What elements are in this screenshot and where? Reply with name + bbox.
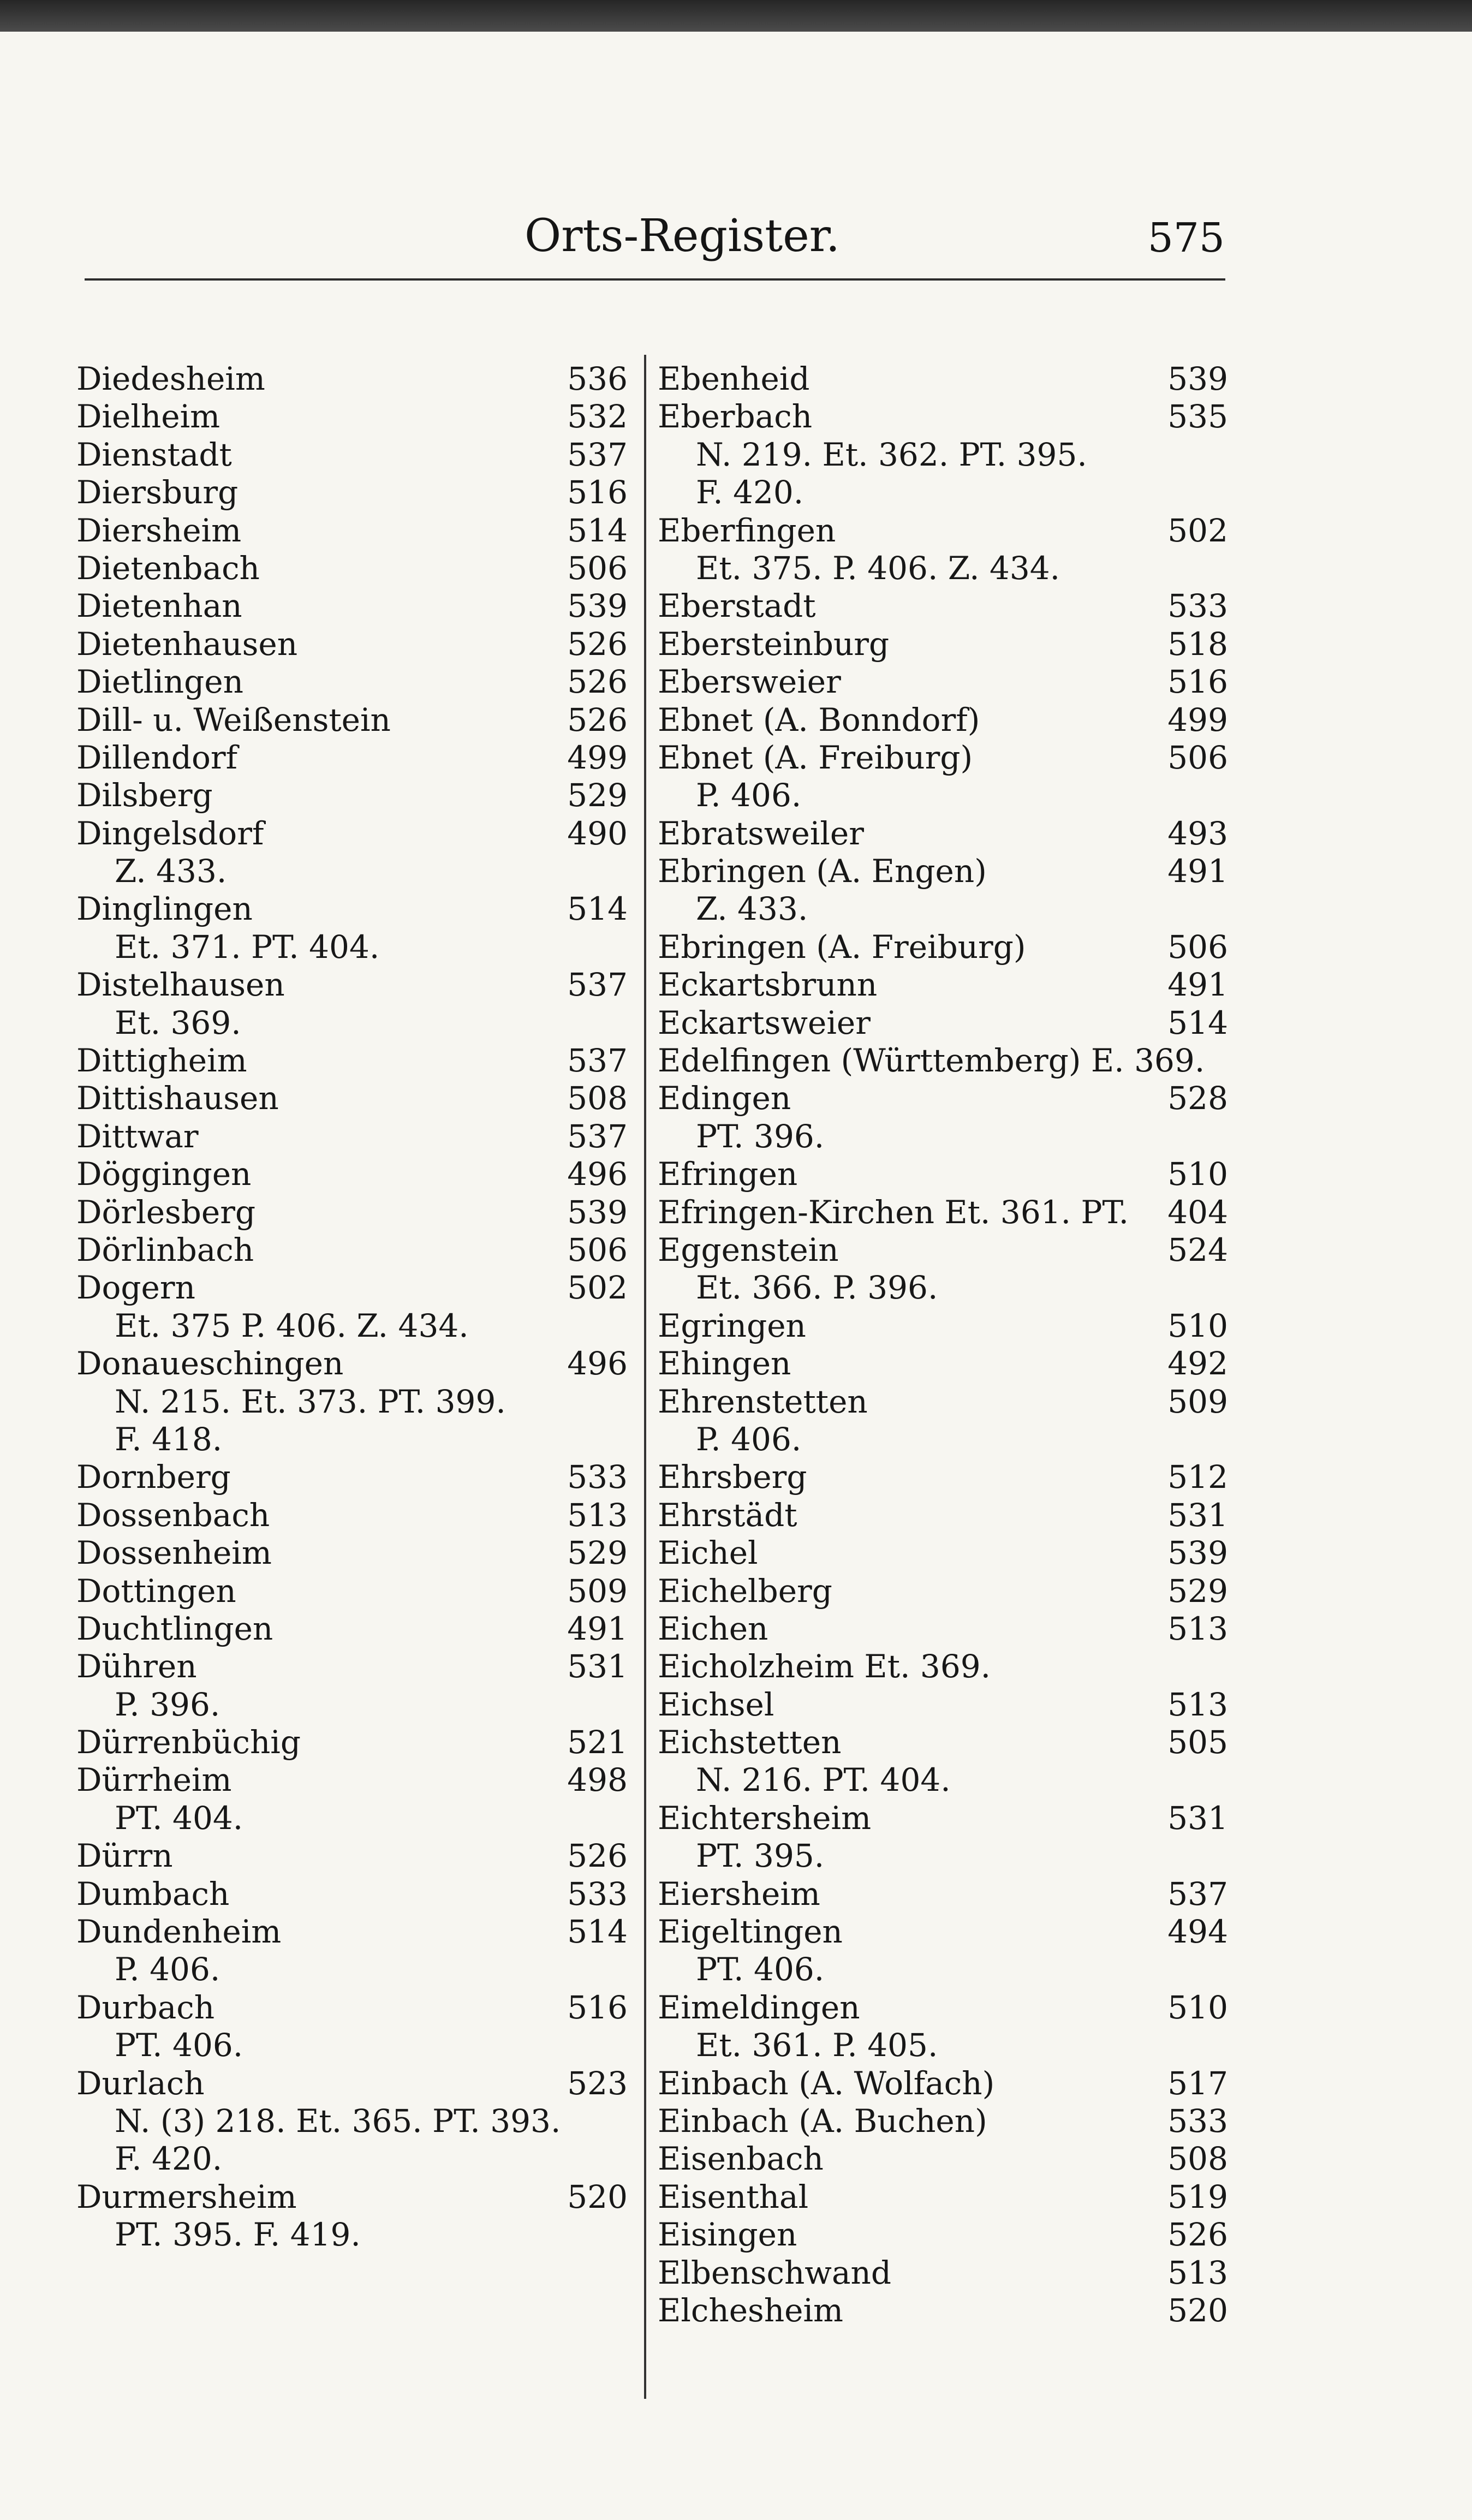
entry-page-number: 510 [1167,1155,1228,1193]
entry-place-name: Eichstetten [658,1724,842,1761]
entry-page-number: 513 [1167,1685,1228,1723]
entry-page-number: 491 [567,1610,628,1647]
entry-page-number: 524 [1167,1231,1228,1268]
entry-page-number: 521 [567,1724,628,1761]
entry-page-number: 526 [567,1837,628,1875]
index-entry [658,1497,1228,1534]
page-number: 575 [1147,215,1225,261]
index-subentry [658,436,1228,474]
entry-place-name: Ebratsweiler [658,814,864,852]
entry-page-number: 514 [567,890,628,928]
left-index-column [76,360,628,2254]
entry-page-number: 509 [1167,1383,1228,1420]
index-entry [658,1042,1228,1080]
entry-page-number: 520 [567,2178,628,2215]
entry-place-name: Elbenschwand [658,2254,892,2291]
entry-page-number: 502 [1167,511,1228,549]
entry-page-number: 498 [567,1761,628,1799]
entry-page-number: 533 [567,1875,628,1913]
entry-page-number: 519 [1167,2178,1228,2215]
index-entry [658,1800,1228,1837]
entry-place-name: Eiersheim [658,1875,820,1913]
entry-page-number: 526 [1167,2216,1228,2254]
entry-page-number: 533 [1167,2102,1228,2140]
entry-place-name: Eichen [658,1610,768,1647]
entry-page-number: 491 [1167,853,1228,890]
index-entry [658,1648,1228,1685]
entry-page-number: 516 [567,474,628,511]
entry-place-name: Et. 366. P. 396. [696,1269,938,1307]
index-entry [658,966,1228,1004]
index-entry [76,1572,628,1610]
entry-place-name: Ebnet (A. Freiburg) [658,738,973,776]
entry-place-name: Dogern [76,1269,195,1307]
entry-place-name: N. 219. Et. 362. PT. 395. [696,436,1087,473]
entry-place-name: Ebringen (A. Freiburg) [658,928,1026,966]
index-entry [658,625,1228,663]
entry-page-number: 537 [567,966,628,1004]
index-subentry [76,1421,628,1458]
index-entry [658,739,1228,777]
entry-page-number: 513 [1167,2254,1228,2291]
entry-place-name: Diersburg [76,474,239,511]
entry-place-name: Eichel [658,1534,758,1572]
entry-page-number: 505 [1167,1724,1228,1761]
entry-place-name: Et. 371. PT. 404. [115,928,380,966]
entry-place-name: Distelhausen [76,966,285,1004]
entry-place-name: Dittishausen [76,1080,279,1117]
entry-place-name: Dumbach [76,1875,230,1913]
index-subentry [76,2102,628,2140]
index-entry [658,928,1228,966]
index-entry [658,1004,1228,1042]
index-entry [76,1497,628,1534]
entry-page-number: 531 [1167,1496,1228,1534]
entry-page-number: 531 [1167,1799,1228,1837]
index-entry [658,1572,1228,1610]
entry-place-name: Eggenstein [658,1231,839,1268]
entry-place-name: Eberstadt [658,587,816,625]
entry-place-name: Donaueschingen [76,1345,344,1383]
index-subentry [76,1383,628,1421]
entry-place-name: PT. 395. F. 419. [115,2216,361,2254]
index-entry [658,360,1228,398]
index-entry [76,1231,628,1269]
entry-page-number: 508 [567,1080,628,1117]
index-entry [76,1534,628,1572]
entry-place-name: Durmersheim [76,2178,297,2215]
index-entry [658,2102,1228,2140]
entry-page-number: 528 [1167,1080,1228,1117]
index-entry [76,777,628,814]
entry-page-number: 532 [567,398,628,436]
entry-page-number: 516 [1167,663,1228,701]
entry-place-name: F. 420. [696,474,804,511]
entry-place-name: Ebersweier [658,663,841,701]
entry-page-number: 539 [567,587,628,625]
index-subentry [658,1951,1228,1988]
entry-page-number: 539 [1167,360,1228,397]
entry-place-name: Eisingen [658,2216,797,2254]
column-divider [644,355,646,2399]
index-subentry [658,1837,1228,1875]
entry-place-name: PT. 406. [115,2027,243,2064]
entry-place-name: Dietlingen [76,663,243,701]
index-subentry [76,2216,628,2254]
index-entry [76,1875,628,1913]
entry-place-name: Ebenheid [658,360,810,397]
entry-place-name: Dill- u. Weißenstein [76,701,391,738]
entry-place-name: N. 215. Et. 373. PT. 399. [115,1383,506,1420]
entry-place-name: Ehrstädt [658,1496,797,1534]
entry-place-name: P. 406. [696,777,802,814]
index-entry [658,1458,1228,1496]
index-entry [658,2178,1228,2216]
entry-place-name: Ehrsberg [658,1458,807,1496]
index-entry [76,474,628,511]
entry-place-name: F. 418. [115,1420,223,1458]
entry-page-number: 537 [567,1117,628,1155]
entry-place-name: Dossenheim [76,1534,272,1572]
entry-place-name: Ebringen (A. Engen) [658,853,987,890]
entry-place-name: Eisenthal [658,2178,809,2215]
entry-place-name: Dittigheim [76,1042,247,1080]
entry-place-name: F. 420. [115,2140,223,2178]
entry-place-name: Durlach [76,2064,205,2102]
index-entry [658,1534,1228,1572]
index-entry [76,966,628,1004]
entry-place-name: Eichsel [658,1685,774,1723]
index-subentry [658,1761,1228,1799]
entry-place-name: Diedesheim [76,360,265,397]
entry-place-name: Eberbach [658,398,813,436]
entry-page-number: 496 [567,1345,628,1383]
entry-page-number: 526 [567,663,628,701]
index-entry [658,2292,1228,2330]
entry-page-number: 508 [1167,2140,1228,2178]
entry-page-number: 533 [1167,587,1228,625]
index-subentry [658,474,1228,511]
index-entry [76,1042,628,1080]
entry-page-number: 490 [567,814,628,852]
entry-place-name: Dürrheim [76,1761,232,1799]
index-entry [76,1269,628,1307]
entry-place-name: Dietenhausen [76,625,298,663]
entry-place-name: Elchesheim [658,2291,844,2329]
entry-page-number: 496 [567,1155,628,1193]
entry-place-name: Dürrn [76,1837,173,1875]
index-subentry [658,2027,1228,2064]
entry-place-name: Ehrenstetten [658,1383,868,1420]
index-entry [76,1080,628,1117]
entry-place-name: P. 396. [115,1685,220,1723]
header-rule [85,278,1225,281]
index-entry [76,815,628,853]
index-entry [76,360,628,398]
entry-place-name: Dottingen [76,1572,236,1610]
entry-page-number: 523 [567,2064,628,2102]
entry-place-name: Ehingen [658,1345,791,1383]
index-entry [658,398,1228,436]
index-entry [76,890,628,928]
entry-place-name: Duchtlingen [76,1610,273,1647]
entry-page-number: 537 [567,1042,628,1080]
entry-page-number: 404 [1167,1193,1228,1231]
entry-place-name: Einbach (A. Wolfach) [658,2064,995,2102]
entry-place-name: Et. 369. [115,1004,241,1041]
entry-place-name: Edingen [658,1080,791,1117]
entry-page-number: 518 [1167,625,1228,663]
index-entry [658,1383,1228,1421]
entry-page-number: 516 [567,1988,628,2026]
index-subentry [76,1004,628,1042]
entry-page-number: 510 [1167,1988,1228,2026]
entry-page-number: 517 [1167,2064,1228,2102]
index-entry [76,1761,628,1799]
index-entry [658,1155,1228,1193]
index-entry [76,1345,628,1383]
entry-page-number: 494 [1167,1913,1228,1951]
entry-place-name: Eckartsbrunn [658,966,878,1004]
right-index-column [658,360,1228,2330]
index-entry [658,2254,1228,2292]
entry-page-number: 529 [567,1534,628,1572]
index-subentry [658,1269,1228,1307]
entry-place-name: Ebnet (A. Bonndorf) [658,701,980,738]
entry-page-number: 502 [567,1269,628,1307]
index-entry [76,1610,628,1648]
entry-place-name: Et. 375 P. 406. Z. 434. [115,1307,469,1344]
entry-place-name: Dossenbach [76,1496,270,1534]
entry-place-name: Dietenhan [76,587,242,625]
entry-place-name: N. (3) 218. Et. 365. PT. 393. [115,2102,561,2140]
index-subentry [76,1307,628,1345]
index-entry [658,1194,1228,1231]
entry-page-number: 493 [1167,814,1228,852]
entry-place-name: P. 406. [696,1420,802,1458]
index-entry [76,1989,628,2027]
entry-page-number: 536 [567,360,628,397]
index-subentry [658,777,1228,814]
entry-place-name: Dienstadt [76,436,232,473]
entry-page-number: 537 [1167,1875,1228,1913]
entry-page-number: 529 [1167,1572,1228,1610]
index-entry [658,853,1228,890]
index-entry [658,512,1228,550]
index-entry [76,1837,628,1875]
index-entry [76,1155,628,1193]
index-entry [658,1307,1228,1345]
index-entry [76,739,628,777]
entry-place-name: Dietenbach [76,549,260,587]
index-subentry [76,2027,628,2064]
index-subentry [76,853,628,890]
entry-place-name: PT. 404. [115,1799,243,1837]
index-entry [658,2065,1228,2102]
entry-page-number: 514 [567,1913,628,1951]
entry-place-name: PT. 406. [696,1951,825,1988]
entry-place-name: Dittwar [76,1117,199,1155]
index-entry [76,1724,628,1761]
index-subentry [76,1800,628,1837]
index-entry [658,1913,1228,1951]
entry-page-number: 539 [567,1193,628,1231]
entry-place-name: Egringen [658,1307,806,1344]
index-entry [76,436,628,474]
entry-page-number: 514 [1167,1004,1228,1041]
entry-place-name: Et. 361. P. 405. [696,2027,938,2064]
index-entry [658,587,1228,625]
entry-place-name: Dürrenbüchig [76,1724,301,1761]
entry-place-name: Dörlinbach [76,1231,254,1268]
entry-page-number: 520 [1167,2291,1228,2329]
index-entry [658,1610,1228,1648]
entry-page-number: 537 [567,436,628,473]
index-entry [76,550,628,587]
entry-place-name: Durbach [76,1988,215,2026]
entry-page-number: 510 [1167,1307,1228,1344]
index-entry [76,587,628,625]
entry-place-name: Dundenheim [76,1913,282,1951]
entry-page-number: 499 [1167,701,1228,738]
index-entry [658,1875,1228,1913]
index-entry [658,1080,1228,1117]
entry-page-number: 529 [567,777,628,814]
index-entry [76,1194,628,1231]
entry-place-name: Dühren [76,1648,197,1685]
entry-place-name: Z. 433. [115,853,227,890]
index-subentry [658,890,1228,928]
index-entry [76,1118,628,1155]
entry-place-name: Dornberg [76,1458,231,1496]
entry-place-name: Efringen [658,1155,798,1193]
entry-place-name: Eichelberg [658,1572,832,1610]
entry-page-number: 506 [567,1231,628,1268]
entry-place-name: Efringen-Kirchen Et. 361. PT. [658,1193,1129,1231]
entry-page-number: 506 [1167,738,1228,776]
entry-place-name: PT. 396. [696,1117,825,1155]
entry-page-number: 512 [1167,1458,1228,1496]
index-entry [76,398,628,436]
index-entry [76,1913,628,1951]
entry-page-number: 506 [1167,928,1228,966]
index-subentry [76,2140,628,2178]
entry-place-name: Eimeldingen [658,1988,860,2026]
entry-page-number: 535 [1167,398,1228,436]
index-entry [658,1231,1228,1269]
entry-place-name: Eckartsweier [658,1004,871,1041]
index-subentry [658,1421,1228,1458]
entry-page-number: 514 [567,511,628,549]
index-entry [658,1345,1228,1383]
entry-place-name: Dörlesberg [76,1193,256,1231]
index-entry [658,701,1228,739]
entry-place-name: Eichtersheim [658,1799,872,1837]
entry-page-number: 513 [567,1496,628,1534]
entry-place-name: Dillendorf [76,738,238,776]
entry-place-name: Eisenbach [658,2140,824,2178]
entry-place-name: Ebersteinburg [658,625,890,663]
index-entry [658,2216,1228,2254]
index-entry [76,1648,628,1685]
entry-page-number: 526 [567,701,628,738]
index-subentry [658,1118,1228,1155]
scan-top-edge [0,0,1472,32]
entry-place-name: Eigeltingen [658,1913,843,1951]
entry-place-name: Dielheim [76,398,220,436]
index-subentry [76,928,628,966]
entry-page-number: 499 [567,738,628,776]
entry-page-number: 539 [1167,1534,1228,1572]
entry-place-name: Edelfingen (Württemberg) E. 369. [658,1042,1205,1080]
entry-place-name: Einbach (A. Buchen) [658,2102,987,2140]
index-entry [76,663,628,701]
index-entry [76,2065,628,2102]
index-entry [658,663,1228,701]
index-subentry [658,550,1228,587]
entry-page-number: 533 [567,1458,628,1496]
entry-place-name: Döggingen [76,1155,252,1193]
index-entry [76,1458,628,1496]
entry-page-number: 506 [567,549,628,587]
index-entry [76,701,628,739]
entry-place-name: Dinglingen [76,890,253,928]
index-entry [76,512,628,550]
entry-place-name: PT. 395. [696,1837,825,1875]
page-title: Orts-Register. [525,210,840,262]
index-entry [658,2140,1228,2178]
entry-page-number: 513 [1167,1610,1228,1647]
index-entry [76,625,628,663]
entry-page-number: 509 [567,1572,628,1610]
index-entry [76,2178,628,2216]
index-subentry [76,1686,628,1724]
entry-place-name: Et. 375. P. 406. Z. 434. [696,549,1060,587]
entry-place-name: P. 406. [115,1951,220,1988]
entry-place-name: Dilsberg [76,777,213,814]
entry-place-name: Dingelsdorf [76,814,264,852]
entry-place-name: Eicholzheim Et. 369. [658,1648,991,1685]
index-entry [658,815,1228,853]
entry-place-name: Eberfingen [658,511,836,549]
entry-place-name: N. 216. PT. 404. [696,1761,951,1799]
entry-page-number: 531 [567,1648,628,1685]
index-subentry [76,1951,628,1988]
index-entry [658,1989,1228,2027]
entry-page-number: 492 [1167,1345,1228,1383]
entry-page-number: 491 [1167,966,1228,1004]
index-entry [658,1686,1228,1724]
entry-place-name: Z. 433. [696,890,808,928]
entry-page-number: 526 [567,625,628,663]
entry-place-name: Diersheim [76,511,242,549]
index-entry [658,1724,1228,1761]
